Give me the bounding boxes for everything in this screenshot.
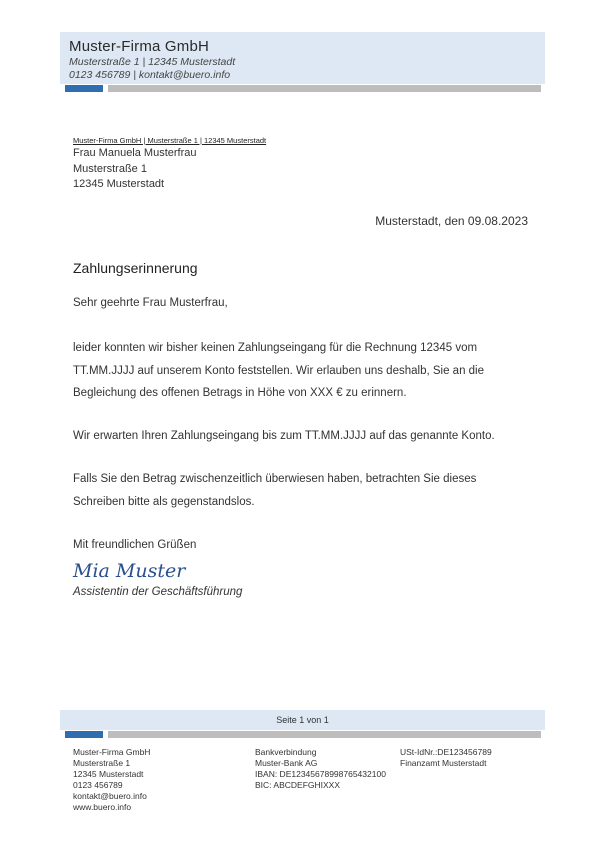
- recipient-street: Musterstraße 1: [73, 163, 147, 175]
- signature-role: Assistentin der Geschäftsführung: [73, 586, 243, 598]
- footer-gray-bar: [108, 731, 541, 738]
- company-address: Musterstraße 1 | 12345 Musterstadt: [69, 56, 236, 68]
- footer-company-street: Musterstraße 1: [73, 758, 131, 768]
- footer-company-city: 12345 Musterstadt: [73, 769, 144, 779]
- date-line: Musterstadt, den 09.08.2023: [375, 214, 528, 228]
- footer-company-name: Muster-Firma GmbH: [73, 747, 151, 757]
- paragraph-3-line-1: Falls Sie den Betrag zwischenzeitlich überwiesen haben, betrachten Sie dieses: [73, 473, 477, 485]
- header-accent-bar: [65, 85, 103, 92]
- footer-tax-office: Finanzamt Musterstadt: [400, 758, 487, 768]
- recipient-city: 12345 Musterstadt: [73, 178, 165, 190]
- paragraph-3: [73, 468, 533, 513]
- salutation: Sehr geehrte Frau Musterfrau,: [73, 297, 228, 309]
- subject: Zahlungserinnerung: [73, 260, 198, 276]
- footer-tax-column: [400, 747, 492, 769]
- company-name: Muster-Firma GmbH: [69, 38, 210, 55]
- company-contact: 0123 456789 | kontakt@buero.info: [69, 69, 231, 81]
- paragraph-1: [73, 337, 533, 405]
- signature: Mia Muster: [73, 560, 186, 582]
- footer-company-column: [73, 747, 150, 813]
- footer-accent-bar: [65, 731, 103, 738]
- sender-return-line: Muster-Firma GmbH | Musterstraße 1 | 12345 Musterstadt: [73, 136, 267, 145]
- footer-company-email: kontakt@buero.info: [73, 791, 147, 801]
- footer-bank-iban: IBAN: DE12345678998765432100: [255, 769, 386, 779]
- footer-bank-name: Muster-Bank AG: [255, 758, 318, 768]
- paragraph-1-line-3: Begleichung des offenen Betrags in Höhe von XXX € zu erinnern.: [73, 387, 407, 399]
- header-gray-bar: [108, 85, 541, 92]
- closing: Mit freundlichen Grüßen: [73, 539, 197, 551]
- paragraph-3-line-2: Schreiben bitte als gegenstandslos.: [73, 495, 255, 508]
- paragraph-1-line-1: leider konnten wir bisher keinen Zahlungseingang für die Rechnung 12345 vom: [73, 342, 478, 354]
- footer-bank-bic: BIC: ABCDEFGHIXXX: [255, 780, 341, 790]
- paragraph-2: Wir erwarten Ihren Zahlungseingang bis zum TT.MM.JJJJ auf das genannte Konto.: [73, 430, 495, 442]
- footer-company-phone: 0123 456789: [73, 780, 123, 790]
- paragraph-1-line-2: TT.MM.JJJJ auf unserem Konto feststellen. Wir erlauben uns deshalb, Sie an die: [73, 364, 485, 377]
- footer-bank-title: Bankverbindung: [255, 747, 317, 757]
- footer-company-web: www.buero.info: [73, 802, 132, 812]
- page-number: Seite 1 von 1: [276, 715, 329, 725]
- recipient-name: Frau Manuela Musterfrau: [73, 147, 197, 159]
- footer-bank-column: [255, 747, 386, 791]
- footer-vat-id: USt-IdNr.:DE123456789: [400, 747, 492, 757]
